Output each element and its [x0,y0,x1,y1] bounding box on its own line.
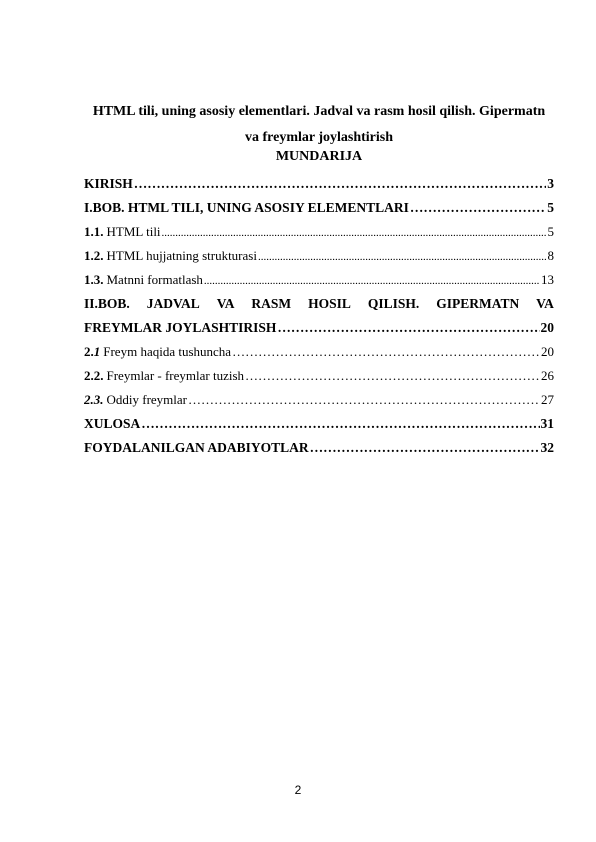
toc-entry-text: Matnni formatlash [106,272,203,287]
toc-section-number-part: 2. [84,344,94,359]
toc-page-number: 5 [547,200,554,215]
toc-leader-dots [277,316,539,340]
toc-word: QILISH. [367,296,420,311]
document-title [84,99,554,151]
toc-entry-1-1[interactable] [84,220,554,244]
toc-section-number [84,340,100,364]
toc-leader-dots [310,436,540,460]
toc-entry-text: HTML tili [106,224,161,239]
toc-word: VA [536,296,554,311]
toc-section-number: 2.3. [84,392,104,407]
toc-word: HOSIL [308,296,351,311]
toc-entry-text: KIRISH [84,176,133,191]
toc-section-number: 1.1. [84,224,104,239]
toc-entry-chapter-1[interactable] [84,196,554,220]
toc-entry-text: FOYDALANILGAN ADABIYOTLAR [84,440,309,455]
toc-page-number: 5 [547,224,554,239]
toc-entry-1-3[interactable] [84,268,554,292]
toc-leader-dots [162,220,547,244]
toc-page-number: 13 [541,272,554,287]
toc-section-number: 1.3. [84,272,104,287]
toc-entry-1-2[interactable] [84,244,554,268]
toc-leader-dots [410,196,546,220]
toc-entry-text: FREYMLAR JOYLASHTIRISH [84,320,277,335]
toc-page-number: 3 [547,176,554,191]
toc-entry-text: HTML hujjatning strukturasi [106,248,257,263]
toc-word: GIPERMATN [436,296,520,311]
toc-entry-text [84,292,554,316]
toc-leader-dots [232,340,540,364]
toc-entry-chapter-2-line-1[interactable] [84,292,554,316]
toc-page-number: 27 [541,392,554,407]
toc-section-number: 2.2. [84,368,104,383]
title-line-1: HTML tili, uning asosiy elementlari. Jadval va rasm hosil qilish. Gipermatn [92,104,546,119]
page-number: 2 [294,783,302,797]
toc-page-number: 20 [540,320,554,335]
toc-page-number: 31 [540,416,554,431]
toc-leader-dots [134,172,546,196]
toc-entry-text: I.BOB. HTML TILI, UNING ASOSIY ELEMENTLARI [84,200,409,215]
toc-word: JADVAL [146,296,200,311]
toc-page-number: 20 [541,344,554,359]
toc-leader-dots [141,412,539,436]
toc-word: VA [216,296,235,311]
title-line-2: va freymlar joylashtirish [244,130,394,145]
toc-word: II.BOB. [84,296,130,311]
toc-page-number: 32 [540,440,554,455]
toc-heading: MUNDARIJA [275,149,363,164]
toc-leader-dots [188,388,540,412]
table-of-contents [84,172,554,460]
toc-entry-text: XULOSA [84,416,141,431]
toc-entry-text: Freymlar - freymlar tuzish [106,368,245,383]
toc-section-number: 1.2. [84,248,104,263]
toc-entry-2-3[interactable] [84,388,554,412]
toc-page-number: 26 [541,368,554,383]
toc-page-number: 8 [547,248,554,263]
toc-section-number-part: 1 [93,344,101,359]
toc-entry-kirish[interactable] [84,172,554,196]
toc-leader-dots [258,244,547,268]
toc-entry-adabiyotlar[interactable] [84,436,554,460]
toc-leader-dots [245,364,540,388]
toc-entry-2-2[interactable] [84,364,554,388]
toc-word: RASM [251,296,292,311]
toc-entry-text: Oddiy freymlar [106,392,188,407]
toc-entry-text: Freym haqida tushuncha [103,344,232,359]
toc-leader-dots [204,268,540,292]
toc-entry-chapter-2-line-2[interactable] [84,316,554,340]
toc-entry-2-1[interactable] [84,340,554,364]
toc-entry-xulosa[interactable] [84,412,554,436]
